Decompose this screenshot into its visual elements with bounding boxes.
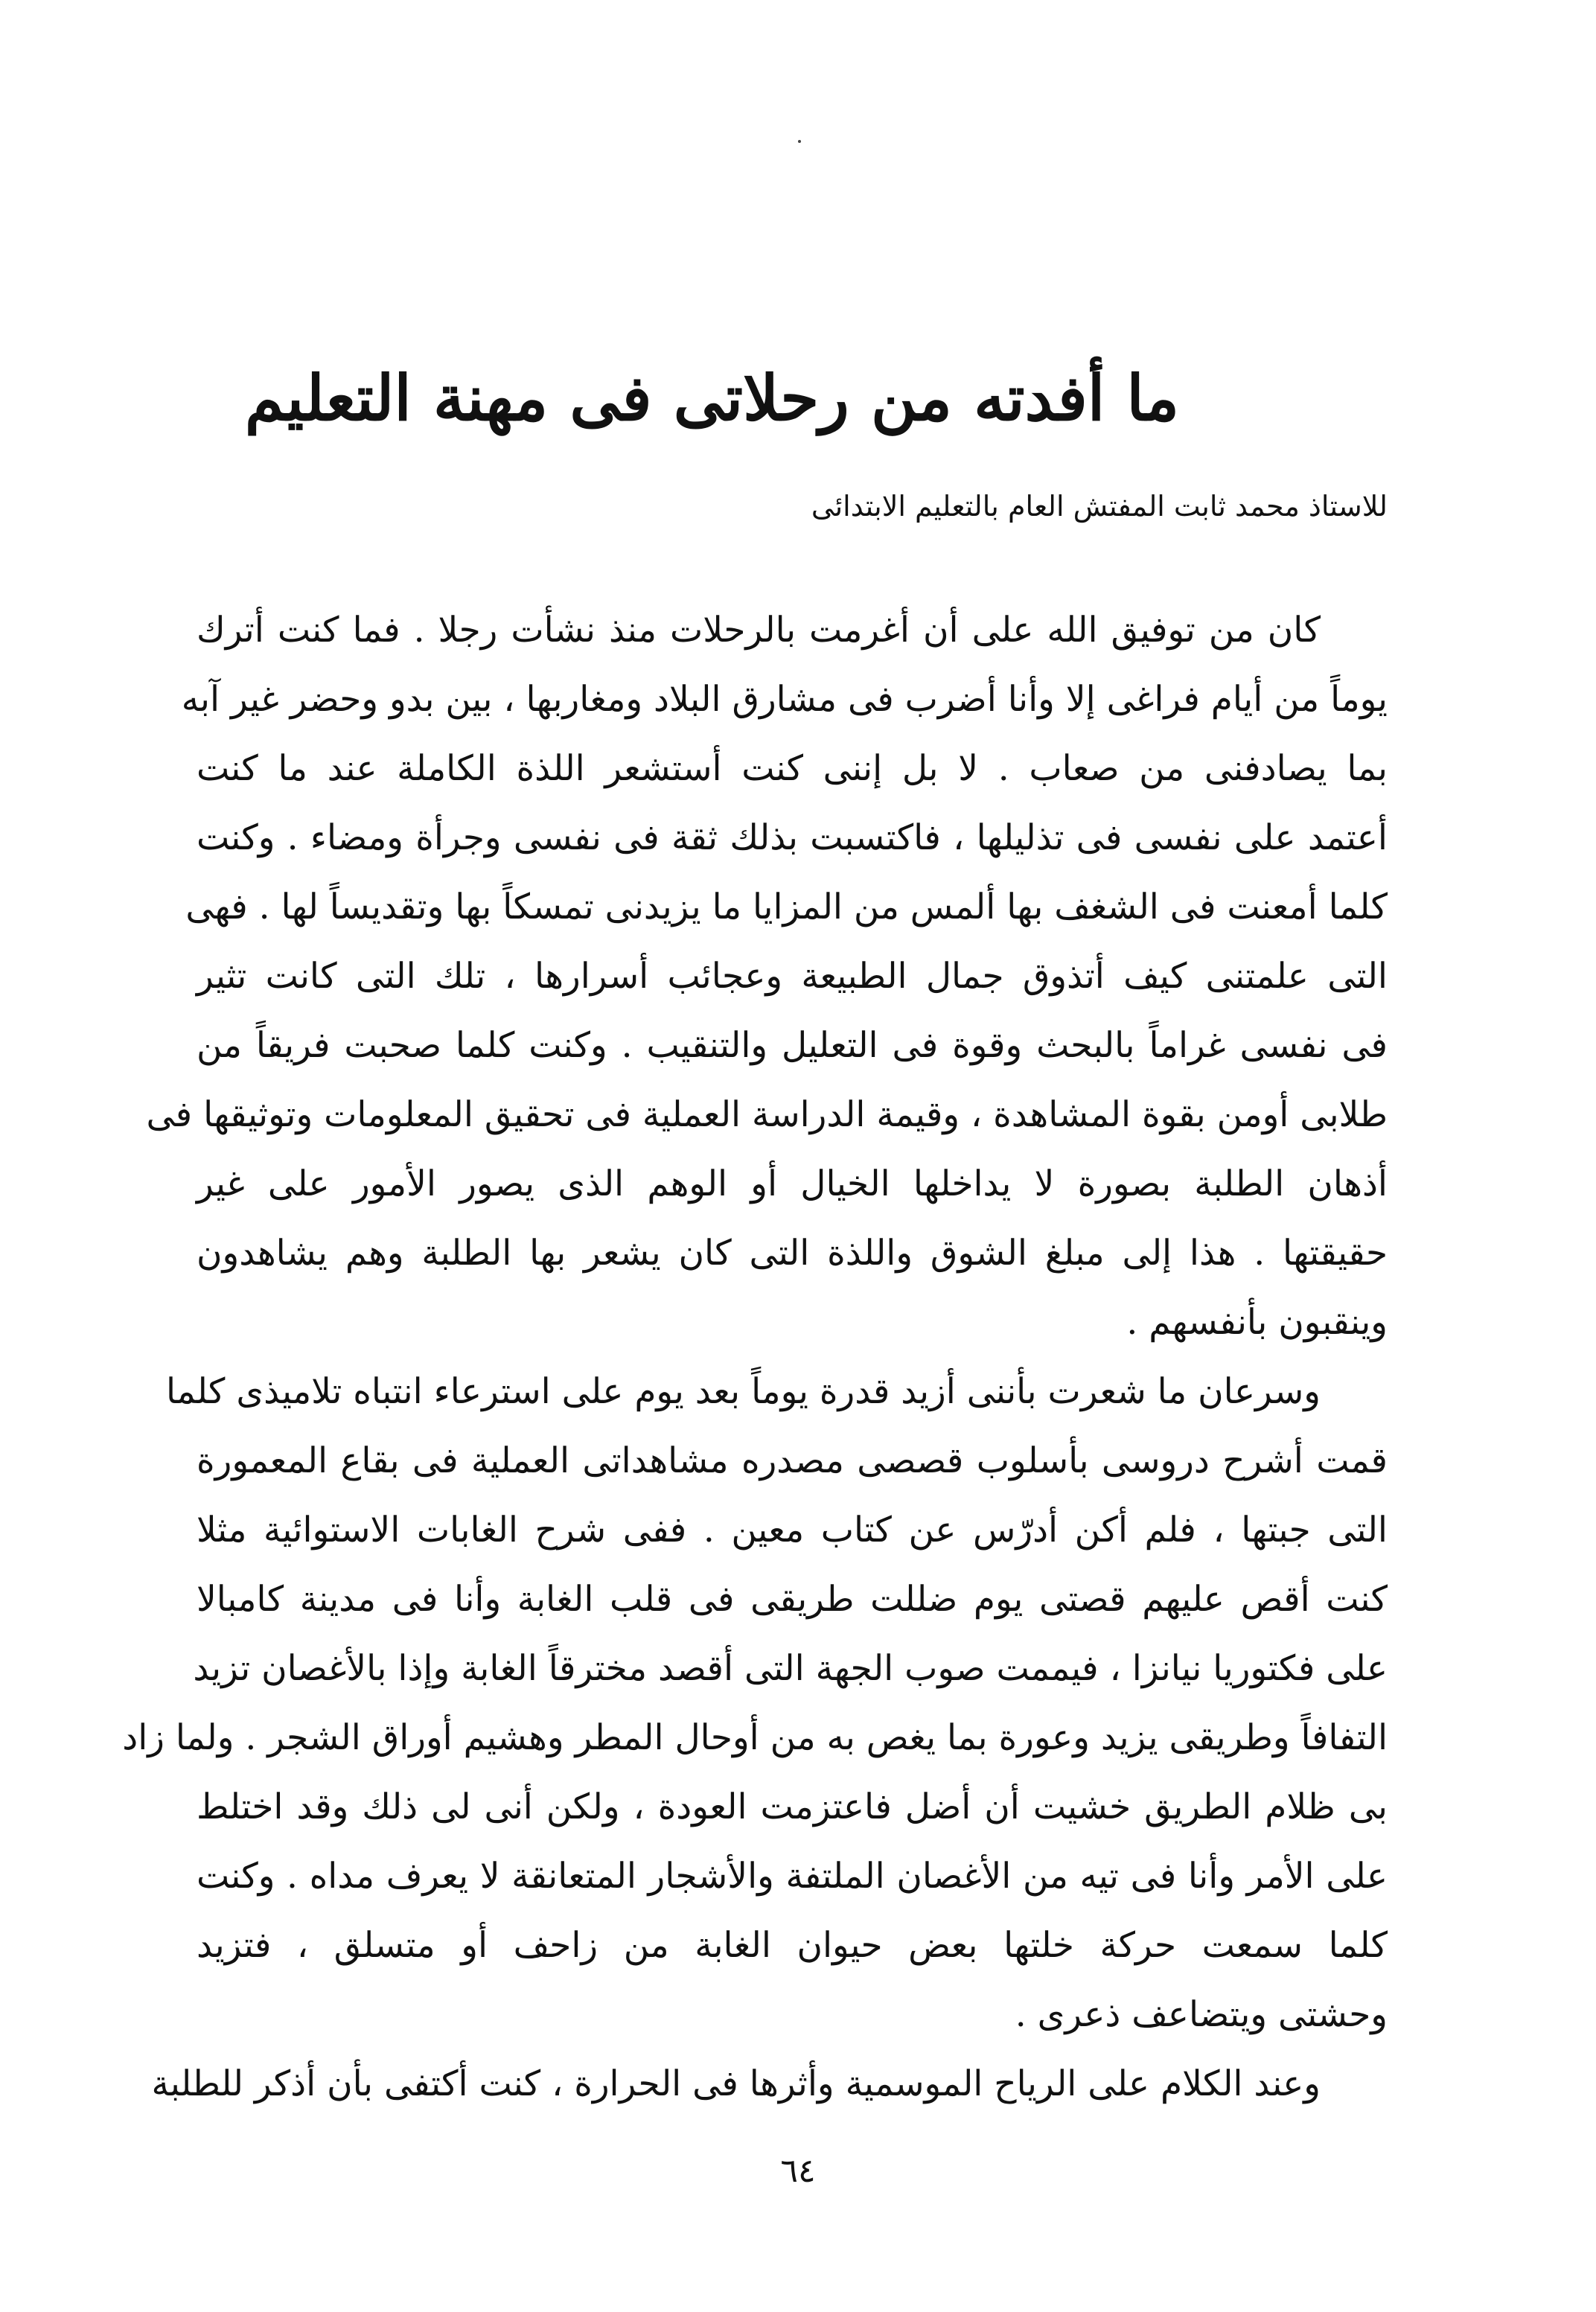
text-line: التى جبتها ، فلم أكن أدرّس عن كتاب معين . ففى شرح الغابات الاستوائية مثلا xyxy=(197,1510,1388,1551)
text-line: يوماً من أيام فراغى إلا وأنا أضرب فى مشارق البلاد ومغاربها ، بين بدو وحضر غير آبه xyxy=(181,679,1388,720)
text-line: على فكتوريا نيانزا ، فيممت صوب الجهة التى أقصد مخترقاً الغابة وإذا بالأغصان تزيد xyxy=(193,1648,1388,1689)
text-line: أذهان الطلبة بصورة لا يداخلها الخيال أو الوهم الذى يصور الأمور على غير xyxy=(197,1163,1388,1204)
text-line: بى ظلام الطريق خشيت أن أضل فاعتزمت العودة ، ولكن أنى لى ذلك وقد اختلط xyxy=(197,1786,1388,1827)
text-line: كلما سمعت حركة خلتها بعض حيوان الغابة من زاحف أو متسلق ، فتزيد xyxy=(197,1925,1388,1966)
article-body xyxy=(122,595,1388,2118)
text-line: وعند الكلام على الرياح الموسمية وأثرها فى الحرارة ، كنت أكتفى بأن أذكر للطلبة xyxy=(151,2063,1321,2104)
text-line: أعتمد على نفسى فى تذليلها ، فاكتسبت بذلك ثقة فى نفسى وجرأة ومضاء . وكنت xyxy=(197,817,1388,858)
text-line: بما يصادفنى من صعاب . لا بل إننى كنت أستشعر اللذة الكاملة عند ما كنت xyxy=(197,748,1388,789)
text-line: وينقبون بأنفسهم . xyxy=(1126,1302,1388,1343)
text-line: وحشتى ويتضاعف ذعرى . xyxy=(1015,1994,1388,2035)
text-line: على الأمر وأنا فى تيه من الأغصان الملتفة والأشجار المتعانقة لا يعرف مداه . وكنت xyxy=(197,1856,1388,1897)
article-title: ما أفدته من رحلاتى فى مهنة التعليم xyxy=(244,361,1179,435)
text-line: كلما أمعنت فى الشغف بها ألمس من المزايا ما يزيدنى تمسكاً بها وتقديساً لها . فهى xyxy=(185,887,1388,927)
text-line: فى نفسى غراماً بالبحث وقوة فى التعليل والتنقيب . وكنت كلما صحبت فريقاً من xyxy=(197,1025,1388,1066)
text-line: قمت أشرح دروسى بأسلوب قصصى مصدره مشاهداتى العملية فى بقاع المعمورة xyxy=(197,1440,1388,1481)
text-line: كنت أقص عليهم قصتى يوم ضللت طريقى فى قلب الغابة وأنا فى مدينة كامبالا xyxy=(197,1579,1388,1620)
text-line: التى علمتنى كيف أتذوق جمال الطبيعة وعجائب أسرارها ، تلك التى كانت تثير xyxy=(197,956,1388,997)
text-line: حقيقتها . هذا إلى مبلغ الشوق واللذة التى كان يشعر بها الطلبة وهم يشاهدون xyxy=(197,1233,1388,1274)
text-line: طلابى أومن بقوة المشاهدة ، وقيمة الدراسة العملية فى تحقيق المعلومات وتوثيقها فى xyxy=(146,1094,1388,1135)
page-number: ٦٤ xyxy=(780,2152,816,2190)
text-line: كان من توفيق الله على أن أغرمت بالرحلات منذ نشأت رجلا . فما كنت أترك xyxy=(197,610,1321,651)
scan-speck xyxy=(798,140,801,143)
text-line: التفافاً وطريقى يزيد وعورة بما يغص به من أوحال المطر وهشيم أوراق الشجر . ولما زاد xyxy=(122,1717,1388,1758)
article-byline: للاستاذ محمد ثابت المفتش العام بالتعليم الابتدائى xyxy=(811,490,1388,523)
text-line: وسرعان ما شعرت بأننى أزيد قدرة يوماً بعد يوم على استرعاء انتباه تلاميذى كلما xyxy=(166,1371,1321,1412)
